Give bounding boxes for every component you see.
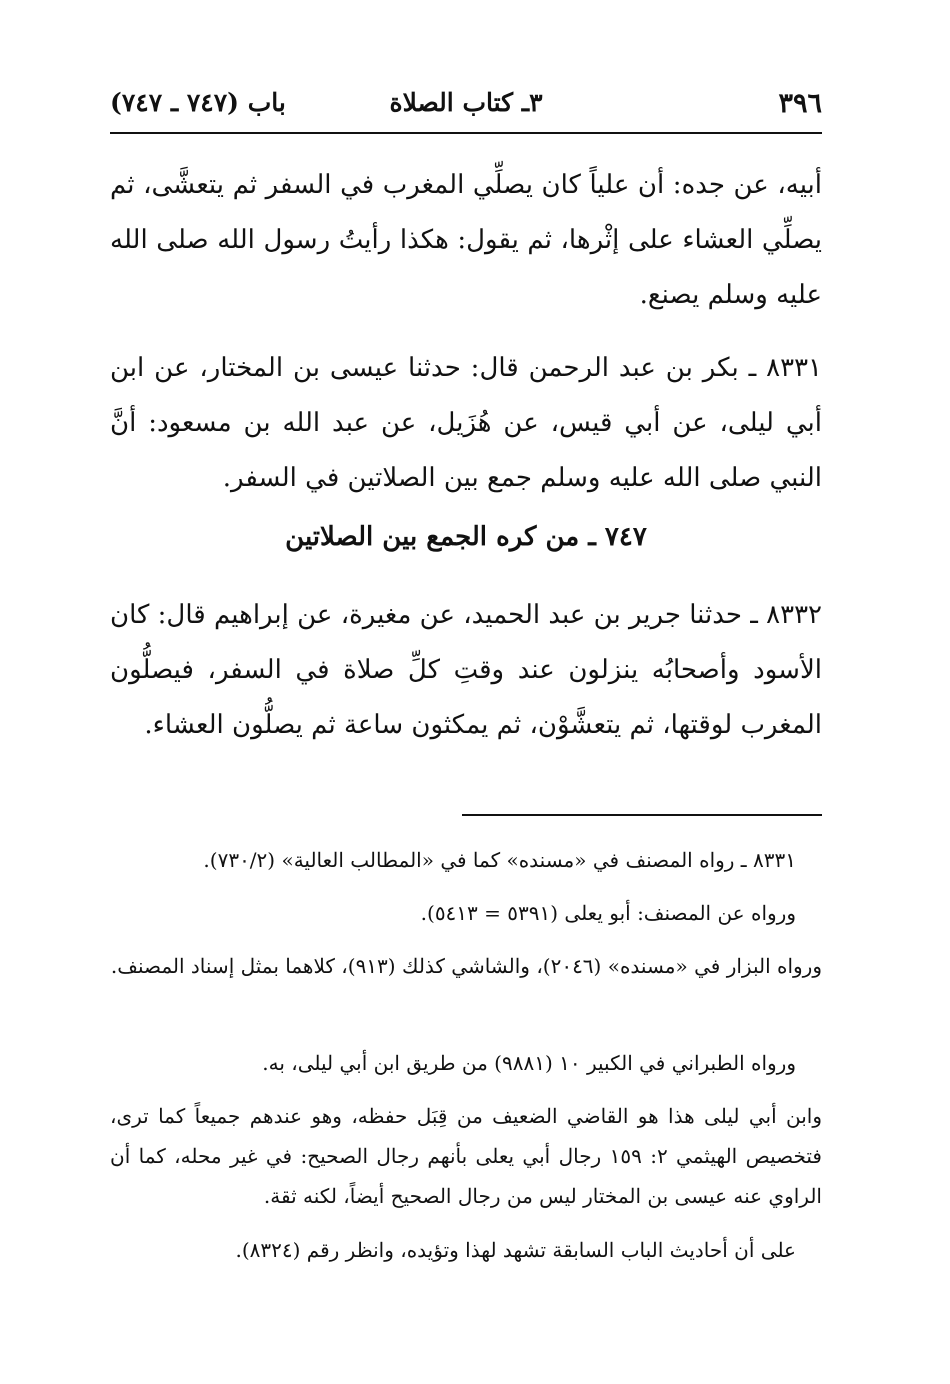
footnote-paragraph: ورواه الطبراني في الكبير ١٠ (٩٨٨١) من طريق ابن أبي ليلى، به.: [262, 1051, 796, 1075]
running-header: [110, 82, 822, 132]
footnote-paragraph: ورواه البزار في «مسنده» (٢٠٤٦)، والشاشي كذلك (٩١٣)، كلاهما بمثل إسناد المصنف.: [110, 954, 822, 978]
header-rule: [110, 132, 822, 134]
hadith-8332: ٨٣٣٢ ـ حدثنا جرير بن عبد الحميد، عن مغيرة، عن إبراهيم قال: كان الأسود وأصحابُه ينزلون عند وقتِ كلِّ صلاة في السفر، فيصلُّون المغرب لوقتها، ثم يتعشَّوْن، ثم يمكثون ساعة ثم يصلُّون العشاء.: [110, 600, 822, 740]
footnote-paragraph: ٨٣٣١ ـ رواه المصنف في «مسنده» كما في «المطالب العالية» (٧٣٠/٢).: [203, 848, 796, 872]
footnote-paragraph: على أن أحاديث الباب السابقة تشهد لهذا وتؤيده، وانظر رقم (٨٣٢٤).: [235, 1238, 796, 1262]
footnote-paragraph: ورواه عن المصنف: أبو يعلى (٥٣٩١ = ٥٤١٣).: [420, 901, 796, 925]
footnote-paragraph: وابن أبي ليلى هذا هو القاضي الضعيف من قِبَل حفظه، وهو عندهم جميعاً كما ترى، فتخصيص الهيثمي ٢: ١٥٩ رجال أبي يعلى بأنهم رجال الصحيح: في غير محله، كما أن الراوي عنه عيسى بن المختار ليس من رجال الصحيح أيضاً، لكنه ثقة.: [110, 1104, 822, 1208]
page-number: ٣٩٦: [778, 88, 822, 119]
footnote-separator: [462, 814, 822, 816]
hadith-8331: ٨٣٣١ ـ بكر بن عبد الرحمن قال: حدثنا عيسى بن المختار، عن ابن أبي ليلى، عن أبي قيس، عن هُزَيل، عن عبد الله بن مسعود: أنَّ النبي صلى الله عليه وسلم جمع بين الصلاتين في السفر.: [110, 353, 822, 493]
body-paragraph: أبيه، عن جده: أن علياً كان يصلِّي المغرب في السفر ثم يتعشَّى، ثم يصلِّي العشاء على إثْرها، ثم يقول: هكذا رأيتُ رسول الله صلى الله عليه وسلم يصنع.: [110, 170, 822, 310]
book-title: ٣ـ كتاب الصلاة: [389, 88, 543, 117]
chapter-range: باب (٧٤٧ ـ ٧٤٧): [110, 88, 286, 117]
section-heading: ٧٤٧ ـ من كره الجمع بين الصلاتين: [285, 522, 647, 552]
